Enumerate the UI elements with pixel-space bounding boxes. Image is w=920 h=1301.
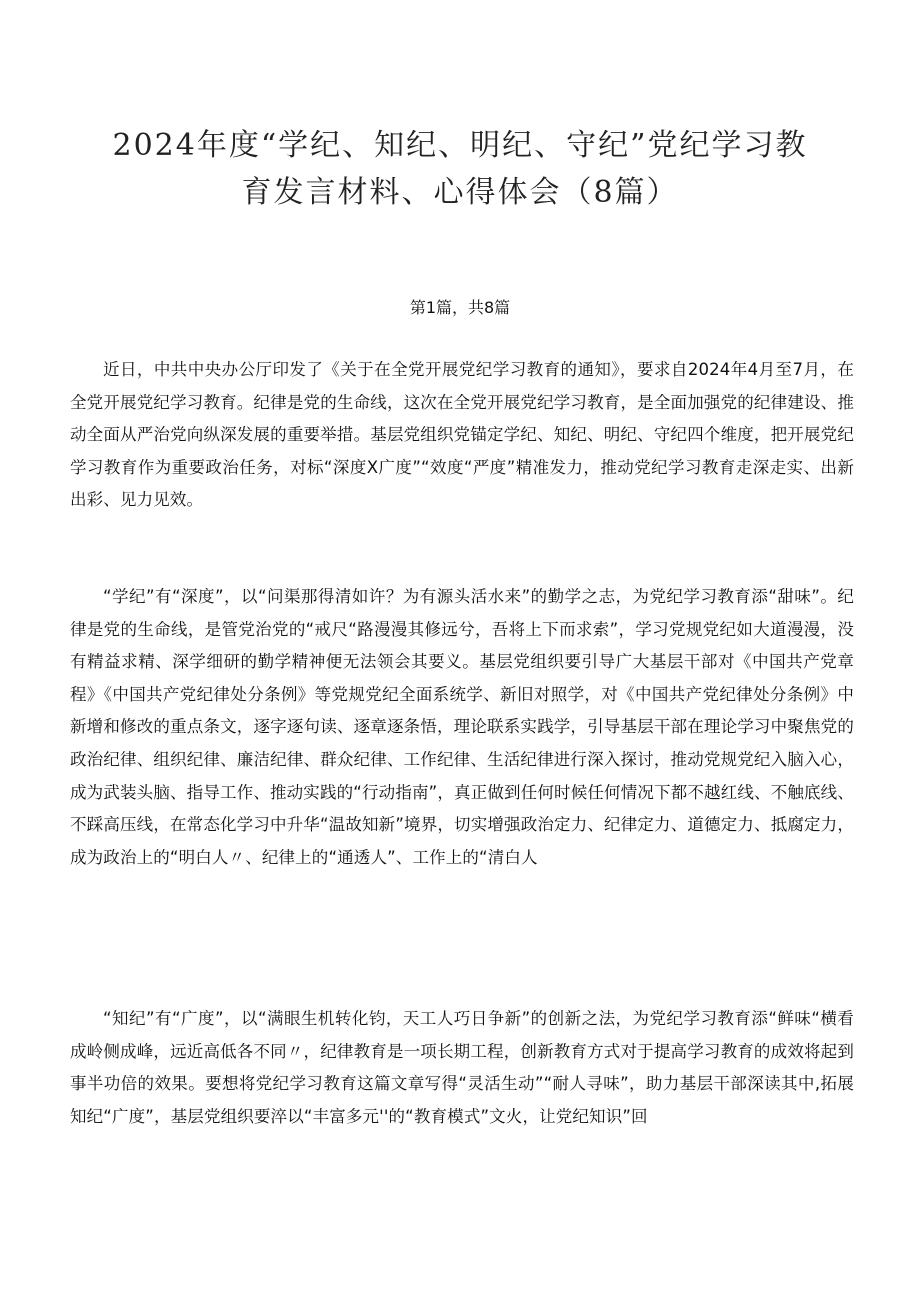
document-title-line-2: 育发言材料、心得体会（8篇）	[241, 175, 679, 210]
body-paragraph-3: “知纪”有“广度”，以“满眼生机转化钧，天工人巧日争新”的创新之法，为党纪学习教育添“鲜味“横看成岭侧成峰，远近高低各不同〃，纪律教育是一项长期工程，创新教育方式对于提高学习教育的成效将起到事半功倍的效果。要想将党纪学习教育这篇文章写得“灵活生动”“耐人寻味”，助力基层干部深读其中,拓展知纪“广度”，基层党组织要淬以“丰富多元''的“教育模式”文火，让党纪知识”回	[70, 1009, 854, 1126]
part-label: 第1篇，共8篇	[409, 298, 511, 317]
body-paragraph-1: 近日，中共中央办公厅印发了《关于在全党开展党纪学习教育的通知》，要求自2024年4月至7月，在全党开展党纪学习教育。纪律是党的生命线，这次在全党开展党纪学习教育，是全面加强党的纪律建设、推动全面从严治党向纵深发展的重要举措。基层党组织党锚定学纪、知纪、明纪、守纪四个维度，把开展党纪学习教育作为重要政治任务，对标“深度X广度”“效度“严度”精准发力，推动党纪学习教育走深走实、出新出彩、见力见效。	[70, 360, 854, 510]
document-title-line-1: 2024年度“学纪、知纪、明纪、守纪”党纪学习教	[112, 128, 808, 163]
body-paragraph-2: “学纪”有“深度”，以“问渠那得清如许？为有源头活水来”的勤学之志，为党纪学习教育添“甜味”。纪律是党的生命线，是管党治党的“戒尺“路漫漫其修远兮，吾将上下而求索”，学习党规党纪如大道漫漫，没有精益求精、深学细研的勤学精神便无法领会其要义。基层党组织要引导广大基层干部对《中国共产党章程》《中国共产党纪律处分条例》等党规党纪全面系统学、新旧对照学，对《中国共产党纪律处分条例》中新增和修改的重点条文，逐字逐句读、逐章逐条悟，理论联系实践学，引导基层干部在理论学习中聚焦党的政治纪律、组织纪律、廉洁纪律、群众纪律、工作纪律、生活纪律进行深入探讨，推动党规党纪入脑入心，成为武装头脑、指导工作、推动实践的“行动指南”，真正做到任何时候任何情况下都不越红线、不触底线、不踩高压线，在常态化学习中升华“温故知新”境界，切实增强政治定力、纪律定力、道德定力、抵腐定力，成为政治上的“明白人〃、纪律上的“通透人”、工作上的“清白人	[70, 587, 854, 867]
document-title	[60, 122, 860, 216]
